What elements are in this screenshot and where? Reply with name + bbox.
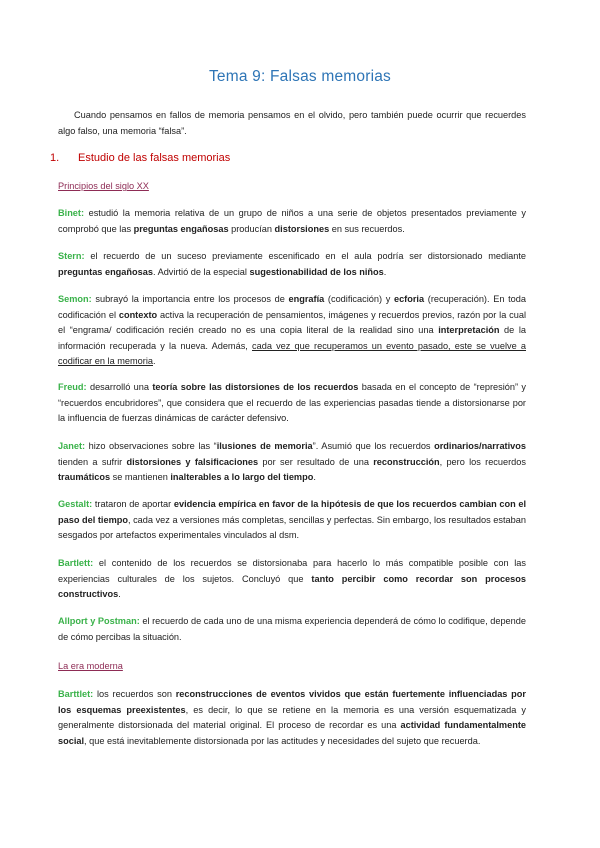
text: . xyxy=(152,356,156,367)
bold-text: evidencia empírica en favor de la hipótesis de que los recuerdos cambian con el paso del tiempo xyxy=(58,499,527,525)
bold-text: traumáticos xyxy=(58,472,111,483)
bold-text: distorsiones y falsificaciones xyxy=(126,456,259,467)
paragraph-stern xyxy=(58,249,526,280)
text: basada en el concepto de “represión” y “recuerdos encubridores”, que considera que el recuerdo de las experiencias pasadas tiende a distorsionarse por la influencia de fuerzas dinámicas de carácter defensivo. xyxy=(58,382,526,424)
paragraph-semon xyxy=(58,292,526,370)
paragraph-binet xyxy=(58,206,526,237)
text: producían xyxy=(228,223,275,234)
text: tienden a sufrir xyxy=(58,456,127,467)
bold-text: preguntas engañosas xyxy=(133,223,229,234)
bold-text: inalterables a lo largo del tiempo xyxy=(170,472,314,483)
bold-text: reconstrucciones de eventos vividos que están fuertemente influenciadas por los esquemas preexistentes xyxy=(58,689,526,715)
bold-text: interpretación xyxy=(438,325,500,336)
section-label: Estudio de las falsas memorias xyxy=(78,152,231,164)
bold-text: engrafía xyxy=(288,294,325,304)
paragraph-janet xyxy=(58,439,526,486)
author-name: Semon: xyxy=(58,294,92,304)
text: , cada vez a versiones más completas, sencillas y perfectas. Sin embargo, los resultados estaban sesgados por artefactos experimentales vinculados al dsm. xyxy=(58,514,526,541)
bold-text: reconstrucción xyxy=(373,456,440,467)
author-name: Gestalt: xyxy=(58,499,93,509)
paragraph-gestalt xyxy=(58,497,526,544)
bold-text: ilusiones de memoria xyxy=(216,441,313,451)
author-name: Bartlett: xyxy=(58,558,94,568)
text: el contenido de los recuerdos se distorsionaba para hacerlo lo más compatible posible con las experiencias culturales de los sujetos. Concluyó que xyxy=(58,558,526,584)
page-title: Tema 9: Falsas memorias xyxy=(208,68,392,85)
bold-text: tanto percibir como recordar son procesos constructivos xyxy=(58,573,527,600)
text: desarrolló una xyxy=(86,382,153,392)
text: los recuerdos son xyxy=(93,689,176,699)
bold-text: sugestionabilidad de los niños xyxy=(249,266,384,277)
bold-text: actividad fundamentalmente social xyxy=(58,720,526,746)
section-heading xyxy=(50,152,230,164)
text: (codificación) y xyxy=(324,294,394,304)
text: trataron de aportar xyxy=(92,499,174,509)
text: (recuperación). En toda codificación el xyxy=(58,294,526,320)
subheading-siglo-xx: Principios del siglo XX xyxy=(58,181,149,191)
text: subrayó la importancia entre los procesos de xyxy=(91,294,289,304)
bold-text: teoría sobre las distorsiones de los recuerdos xyxy=(152,382,359,392)
author-name: Janet: xyxy=(58,441,86,451)
text: , que está inevitablemente distorsionada por las actitudes y necesidades del sujeto que recuerda. xyxy=(84,735,481,746)
text: estudió la memoria relativa de un grupo de niños a una serie de objetos presentados previamente y comprobó que las xyxy=(58,208,526,234)
section-number: 1. xyxy=(50,152,60,164)
underlined-text: cada vez que recuperamos un evento pasado, este se vuelve a codificar en la memoria xyxy=(58,340,526,367)
bold-text: ecforia xyxy=(393,294,425,304)
paragraph-barttlet xyxy=(58,687,526,749)
author-name: Binet: xyxy=(58,208,85,218)
paragraph-allport-postman xyxy=(58,614,526,645)
author-name: Freud: xyxy=(58,382,87,392)
text: el recuerdo de cada uno de una misma experiencia dependerá de cómo lo codifique, depende de cómo percibas la situación. xyxy=(58,616,526,642)
text: ”. Asumió que los recuerdos xyxy=(312,441,435,451)
text: , pero los recuerdos xyxy=(439,456,526,467)
bold-text: distorsiones xyxy=(274,223,330,234)
paragraph-bartlett xyxy=(58,556,526,603)
text: . Advirtió de la especial xyxy=(152,266,250,277)
text: por ser resultado de una xyxy=(258,456,374,467)
text: hizo observaciones sobre las “ xyxy=(85,441,217,451)
author-name: Barttlet: xyxy=(58,689,94,699)
text: en sus recuerdos. xyxy=(329,223,405,234)
bold-text: ordinarios/narrativos xyxy=(434,441,526,451)
bold-text: contexto xyxy=(118,309,158,320)
text: de la información recuperada y la nueva. Además, xyxy=(58,325,526,351)
intro-paragraph: Cuando pensamos en fallos de memoria pensamos en el olvido, pero también puede ocurrir que recuerdes algo falso, una memoria “falsa”. xyxy=(58,110,526,136)
text: , es decir, lo que se retiene en la memoria es una versión esquematizada y generalmente distorsionada del material original. El proceso de recordar es una xyxy=(58,704,527,731)
text: . xyxy=(118,589,121,600)
text: se mantienen xyxy=(110,472,171,483)
bold-text: preguntas engañosas xyxy=(58,266,153,277)
text: . xyxy=(313,472,316,483)
author-name: Allport y Postman: xyxy=(58,616,140,626)
text: . xyxy=(383,266,387,277)
author-name: Stern: xyxy=(58,251,85,261)
text: activa la recuperación de pensamientos, imágenes y recuerdos previos, razón por la cual el “engrama/ codificación recién creado no es una copia literal de la realidad sino una xyxy=(58,309,526,336)
paragraph-freud xyxy=(58,380,526,427)
text: el recuerdo de un suceso previamente escenificado en el aula podría ser distorsionado mediante xyxy=(84,251,526,261)
subheading-era-moderna: La era moderna xyxy=(58,661,123,671)
